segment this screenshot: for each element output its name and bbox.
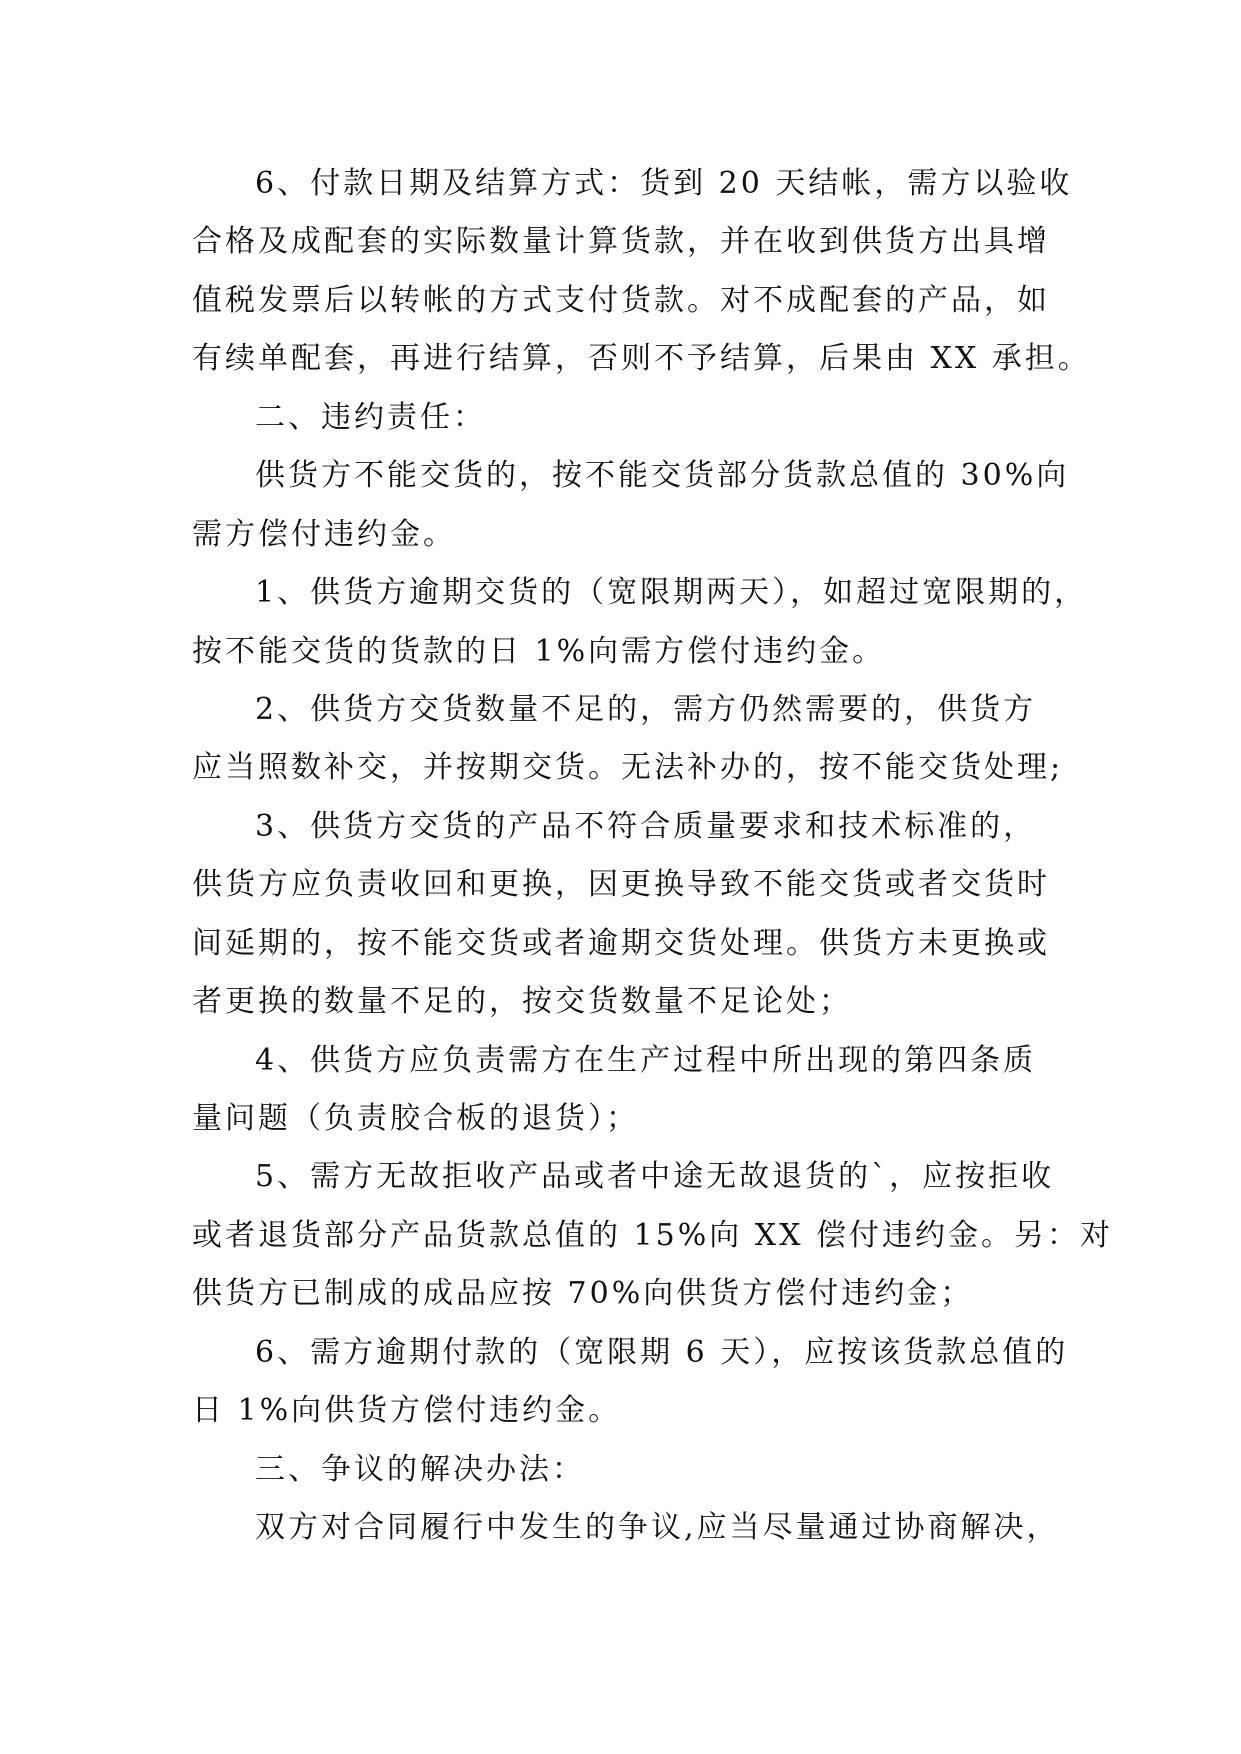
breach-item-5-line: 或者退货部分产品货款总值的 15%向 XX 偿付违约金。另：对 bbox=[192, 1217, 1114, 1253]
payment-clause-line: 合格及成配套的实际数量计算货款，并在收到供货方出具增 bbox=[192, 224, 1050, 260]
dispute-resolution-line: 双方对合同履行中发生的争议,应当尽量通过协商解决， bbox=[255, 1510, 1060, 1546]
breach-item-5-line: 供货方已制成的成品应按 70%向供货方偿付违约金； bbox=[192, 1276, 974, 1312]
breach-item-1-line: 按不能交货的货款的日 1%向需方偿付违约金。 bbox=[192, 633, 886, 669]
breach-item-1-line: 1、供货方逾期交货的（宽限期两天），如超过宽限期的， bbox=[255, 575, 1088, 611]
breach-item-2-line: 2、供货方交货数量不足的，需方仍然需要的，供货方 bbox=[255, 691, 1037, 727]
breach-item-5-line: 5、需方无故拒收产品或者中途无故退货的`，应按拒收 bbox=[255, 1159, 1055, 1195]
breach-item-2-line: 应当照数补交，并按期交货。无法补办的，按不能交货处理; bbox=[192, 750, 1064, 786]
breach-item-3-line: 供货方应负责收回和更换，因更换导致不能交货或者交货时 bbox=[192, 867, 1050, 903]
document-body bbox=[192, 155, 1114, 1558]
breach-item-3-line: 者更换的数量不足的，按交货数量不足论处； bbox=[192, 984, 852, 1020]
payment-clause-line: 值税发票后以转帐的方式支付货款。对不成配套的产品，如 bbox=[192, 282, 1050, 318]
breach-item-3-line: 间延期的，按不能交货或者逾期交货处理。供货方未更换或 bbox=[192, 925, 1050, 961]
breach-item-6-line: 6、需方逾期付款的（宽限期 6 天），应按该货款总值的 bbox=[255, 1334, 1069, 1370]
breach-intro-line: 供货方不能交货的，按不能交货部分货款总值的 30%向 bbox=[255, 458, 1070, 494]
breach-item-4-line: 4、供货方应负责需方在生产过程中所出现的第四条质 bbox=[255, 1042, 1037, 1078]
breach-item-4-line: 量问题（负责胶合板的退货）； bbox=[192, 1101, 639, 1136]
payment-clause-line: 6、付款日期及结算方式：货到 20 天结帐，需方以验收 bbox=[255, 166, 1073, 201]
section-heading-breach-liability: 二、违约责任： bbox=[255, 399, 486, 435]
breach-item-3-line: 3、供货方交货的产品不符合质量要求和技术标准的， bbox=[255, 808, 1037, 844]
payment-clause-line: 有续单配套，再进行结算，否则不予结算，后果由 XX 承担。 bbox=[192, 341, 1091, 377]
breach-intro-line: 需方偿付违约金。 bbox=[192, 516, 456, 552]
breach-item-6-line: 日 1%向供货方偿付违约金。 bbox=[192, 1393, 622, 1429]
section-heading-dispute-resolution: 三、争议的解决办法： bbox=[255, 1451, 585, 1487]
